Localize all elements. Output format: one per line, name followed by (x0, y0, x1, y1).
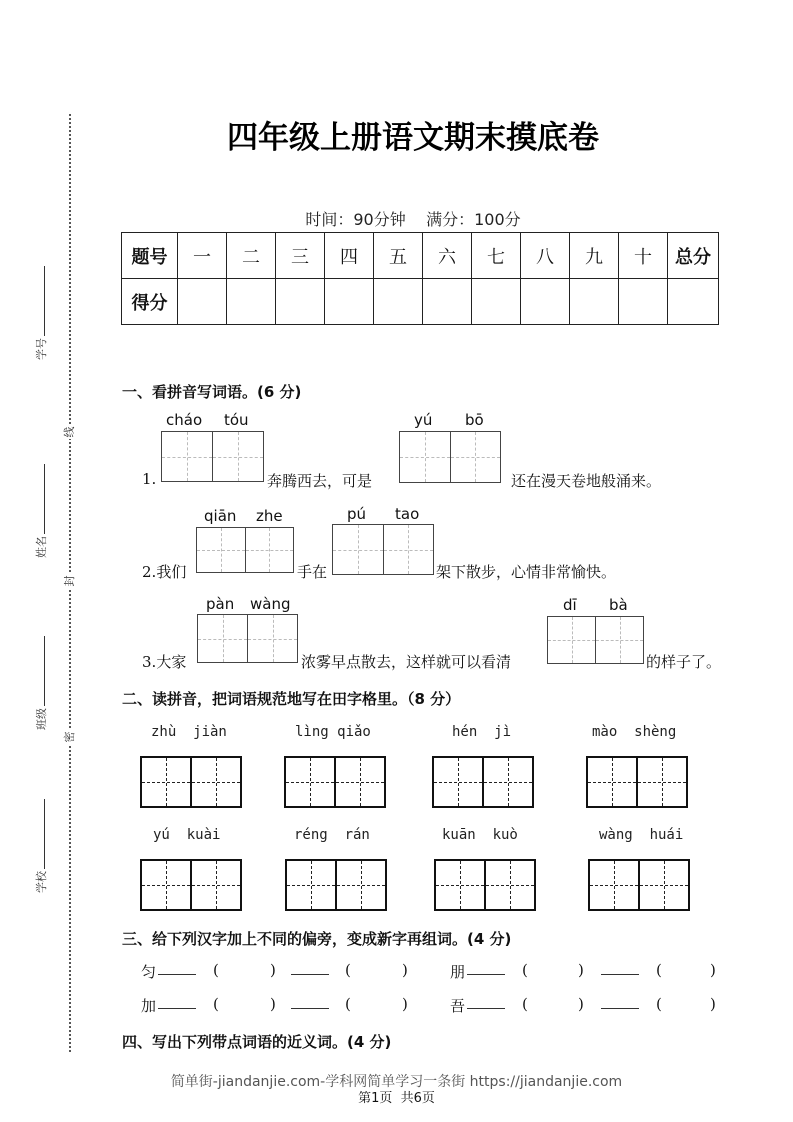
open-paren: ( (656, 961, 662, 979)
sentence-text: 浓雾早点散去，这样就可以看清 (301, 653, 512, 671)
tianzige-grid[interactable] (140, 859, 242, 911)
answer-blank[interactable] (158, 995, 196, 1013)
tianzige-grid[interactable] (432, 756, 534, 808)
sentence-start: 大家 (156, 653, 187, 671)
item-number: 3. (142, 653, 157, 671)
close-paren: ) (270, 995, 276, 1013)
open-paren: ( (213, 995, 219, 1013)
open-paren: ( (522, 961, 528, 979)
pinyin: pàn (206, 595, 235, 613)
class-field[interactable] (33, 636, 49, 730)
col-1: 一 (178, 233, 227, 279)
footer-source-link[interactable]: 简单街-jiandanjie.com-学科网简单学习一条街 https://jiandanjie.com (170, 1074, 623, 1090)
close-paren: ) (578, 995, 584, 1013)
close-paren: ) (402, 995, 408, 1013)
school-blank[interactable] (43, 799, 45, 869)
sentence-text: 还在漫天卷地般涌来。 (511, 472, 662, 490)
name-blank[interactable] (43, 464, 45, 534)
pinyin: pú (347, 505, 367, 523)
answer-blank[interactable] (158, 961, 196, 979)
pinyin: tóu (224, 411, 249, 429)
tianzige-answer-box[interactable] (547, 616, 644, 664)
score-row (122, 279, 719, 325)
score-cell[interactable] (521, 279, 570, 325)
pinyin: réng rán (294, 827, 370, 843)
base-char: 加 (141, 997, 157, 1015)
score-cell[interactable] (276, 279, 325, 325)
close-paren: ) (402, 961, 408, 979)
answer-blank[interactable] (601, 961, 639, 979)
base-char: 吾 (450, 997, 466, 1015)
name-label: 姓名 (35, 536, 48, 558)
open-paren: ( (345, 961, 351, 979)
tianzige-grid[interactable] (588, 859, 690, 911)
pinyin: tao (395, 505, 420, 523)
score-cell[interactable] (178, 279, 227, 325)
close-paren: ) (270, 961, 276, 979)
tianzige-answer-box[interactable] (197, 614, 298, 663)
pinyin: wàng huái (599, 827, 684, 843)
score-cell[interactable] (423, 279, 472, 325)
pinyin: zhù jiàn (151, 724, 227, 740)
col-2: 二 (227, 233, 276, 279)
question-number-row (122, 233, 719, 279)
tianzige-grid[interactable] (586, 756, 688, 808)
student-id-blank[interactable] (43, 266, 45, 336)
pinyin: hén jì (452, 724, 512, 740)
col-5: 五 (374, 233, 423, 279)
item-number: 1. (142, 470, 157, 488)
sentence-text: 架下散步，心情非常愉快。 (436, 563, 617, 581)
section2-heading: 二、读拼音，把词语规范地写在田字格里。（8 分） (122, 690, 461, 708)
col-10: 十 (619, 233, 668, 279)
sentence-text: 手在 (297, 563, 328, 581)
pinyin: kuān kuò (442, 827, 518, 843)
col-6: 六 (423, 233, 472, 279)
answer-blank[interactable] (601, 995, 639, 1013)
pinyin: yú kuài (153, 827, 221, 843)
tianzige-grid[interactable] (284, 756, 386, 808)
student-id-field[interactable] (33, 266, 49, 360)
seal-char-secret: 密 (63, 731, 76, 743)
open-paren: ( (345, 995, 351, 1013)
pinyin: qiān (204, 507, 237, 525)
page-title: 四年级上册语文期末摸底卷 (227, 120, 599, 156)
score-cell[interactable] (570, 279, 619, 325)
tianzige-answer-box[interactable] (196, 527, 294, 573)
pinyin: mào shèng (592, 724, 677, 740)
sentence-start: 我们 (156, 563, 187, 581)
sentence-text (142, 651, 186, 672)
col-8: 八 (521, 233, 570, 279)
pinyin: zhe (256, 507, 283, 525)
seal-char-seal: 封 (63, 575, 76, 587)
school-field[interactable] (33, 799, 49, 893)
answer-blank[interactable] (467, 961, 505, 979)
score-table (121, 232, 719, 325)
school-label: 学校 (35, 871, 48, 893)
score-cell[interactable] (325, 279, 374, 325)
pinyin: bà (609, 596, 628, 614)
pinyin: cháo (166, 411, 203, 429)
name-field[interactable] (33, 464, 49, 558)
tianzige-grid[interactable] (285, 859, 387, 911)
sentence-text: 的样子了。 (646, 653, 722, 671)
open-paren: ( (522, 995, 528, 1013)
col-9: 九 (570, 233, 619, 279)
section4-heading: 四、写出下列带点词语的近义词。(4 分) (122, 1033, 392, 1051)
tianzige-answer-box[interactable] (161, 431, 264, 482)
tianzige-answer-box[interactable] (332, 524, 434, 575)
question-number-label: 题号 (122, 233, 178, 279)
col-4: 四 (325, 233, 374, 279)
exam-info: 时间：90分钟 满分：100分 (305, 210, 521, 229)
pinyin: dī (563, 596, 577, 614)
open-paren: ( (213, 961, 219, 979)
close-paren: ) (578, 961, 584, 979)
sentence-text: 奔腾西去，可是 (267, 472, 373, 490)
answer-blank[interactable] (291, 961, 329, 979)
class-blank[interactable] (43, 636, 45, 706)
answer-blank[interactable] (467, 995, 505, 1013)
tianzige-answer-box[interactable] (399, 431, 501, 483)
pinyin: lìng qiǎo (295, 724, 371, 740)
class-label: 班级 (35, 708, 48, 730)
section1-heading: 一、看拼音写词语。(6 分) (122, 383, 302, 401)
sentence-text (142, 561, 186, 582)
section3-heading: 三、给下列汉字加上不同的偏旁，变成新字再组词。(4 分) (122, 930, 512, 948)
score-cell[interactable] (374, 279, 423, 325)
base-char: 朋 (450, 963, 466, 981)
tianzige-grid[interactable] (434, 859, 536, 911)
close-paren: ) (710, 961, 716, 979)
total-label: 总分 (668, 233, 719, 279)
seal-char-line: 线 (63, 426, 76, 438)
student-id-label: 学号 (35, 338, 48, 360)
col-3: 三 (276, 233, 325, 279)
score-label: 得分 (122, 279, 178, 325)
total-score-cell[interactable] (668, 279, 719, 325)
open-paren: ( (656, 995, 662, 1013)
score-cell[interactable] (227, 279, 276, 325)
score-cell[interactable] (619, 279, 668, 325)
pinyin: wàng (250, 595, 291, 613)
answer-blank[interactable] (291, 995, 329, 1013)
base-char: 匀 (141, 963, 157, 981)
pinyin: yú (414, 411, 433, 429)
page-indicator: 第1页 共6页 (358, 1091, 435, 1106)
score-cell[interactable] (472, 279, 521, 325)
close-paren: ) (710, 995, 716, 1013)
pinyin: bō (465, 411, 484, 429)
col-7: 七 (472, 233, 521, 279)
tianzige-grid[interactable] (140, 756, 242, 808)
item-number: 2. (142, 563, 157, 581)
